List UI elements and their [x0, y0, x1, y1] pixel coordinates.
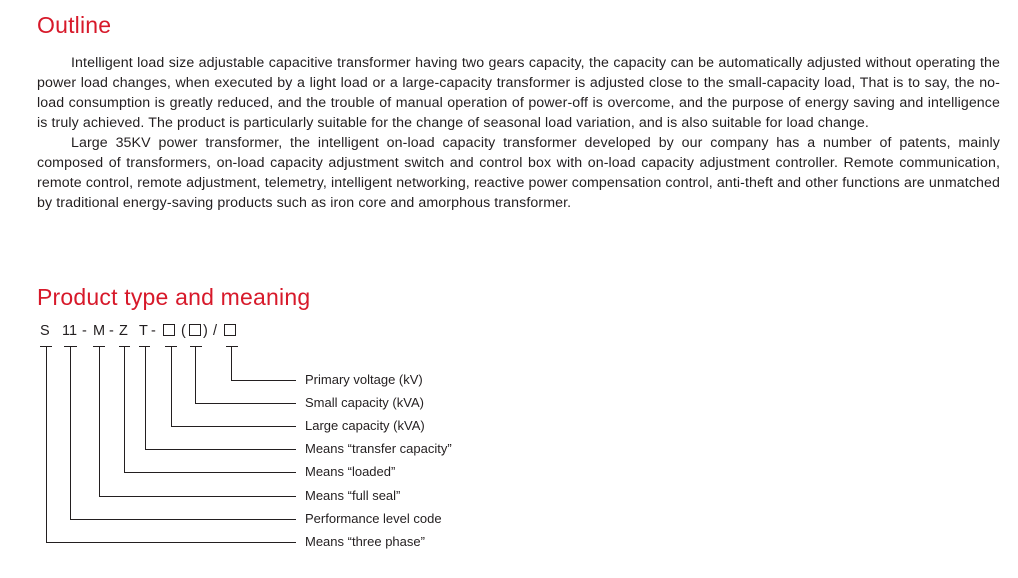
leader-line-small-capacity [196, 347, 297, 404]
code-z: Z [119, 323, 128, 339]
code-slash: / [213, 323, 218, 339]
leader-line-primary-voltage [232, 347, 297, 381]
outline-heading: Outline [37, 12, 112, 38]
product-type-heading: Product type and meaning [37, 284, 311, 310]
outline-paragraph: Large 35KV power transformer, the intelligent on-load capacity transformer developed by our company has a number of patents, mainly composed of transformers, on-load capacity adjustment switch and control box with on-load capacity adjustment controller. Remote communication, remote control, remote adjustment, telemetry, intelligent networking, reactive power compensation control, anti-theft and other functions are unmatched by traditional energy-saving products such as iron core and amorphous transformer. [37, 135, 1000, 211]
code-dash: - [82, 323, 87, 339]
meaning-three-phase: Means “three phase” [305, 534, 425, 549]
meaning-loaded: Means “loaded” [305, 464, 396, 479]
code-open-paren: ( [181, 323, 186, 339]
code-close-paren: ) [203, 323, 208, 339]
meaning-performance-level: Performance level code [305, 511, 442, 526]
meaning-small-capacity: Small capacity (kVA) [305, 395, 424, 410]
leader-line-full-seal [100, 347, 297, 497]
leader-line-loaded [125, 347, 297, 473]
code-s: S [40, 323, 50, 339]
meaning-full-seal: Means “full seal” [305, 488, 401, 503]
code-11: 11 [62, 323, 78, 339]
meaning-transfer-capacity: Means “transfer capacity” [305, 441, 452, 456]
meaning-primary-voltage: Primary voltage (kV) [305, 372, 423, 387]
leader-line-transfer-capacity [146, 347, 297, 450]
outline-paragraph: Intelligent load size adjustable capacitive transformer having two gears capacity, the capacity can be automatically adjusted without operating the power load changes, when executed by a light load or a large-capacity transformer is adjusted close to the small-capacity load, That is to say, the no-load consumption is greatly reduced, and the trouble of manual operation of power-off is overcome, and the purpose of energy saving and intelligence is truly achieved. The product is particularly suitable for the change of seasonal load variation, and is also suitable for load change. [37, 55, 1000, 131]
code-dash: - [109, 323, 114, 339]
code-dash: - [151, 323, 156, 339]
leader-line-performance-level [71, 347, 297, 520]
meaning-large-capacity: Large capacity (kVA) [305, 418, 425, 433]
leader-line-large-capacity [172, 347, 297, 427]
code-m: M [93, 323, 106, 339]
code-t: T [139, 323, 148, 339]
